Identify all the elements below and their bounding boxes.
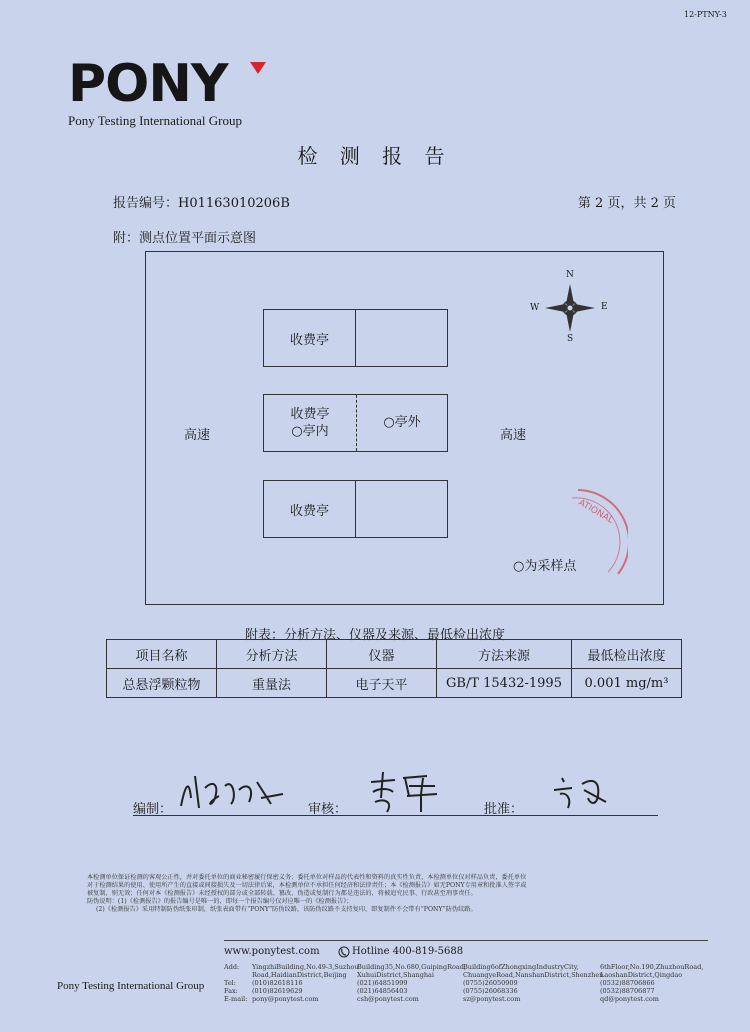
form-code: 12-PTNY-3 [684, 10, 727, 19]
footer-hotline: Hotline 400-819-5688 [352, 946, 464, 957]
label-tel: Tel: [224, 979, 236, 987]
address-line: XuhuiDistrict,Shanghai [357, 971, 435, 979]
email-line: sz@ponytest.com [463, 995, 521, 1003]
footer-divider [224, 940, 708, 941]
approver-signature [548, 768, 618, 814]
address-line: Building6ofZhongxingIndustryCity, [463, 963, 579, 971]
header-instrument: 仪器 [327, 640, 437, 669]
tel-line: (0755)26050909 [463, 979, 518, 987]
email-line: qd@ponytest.com [600, 995, 659, 1003]
fax-line: (0532)88706877 [600, 987, 655, 995]
sampling-point-inside: ○亭内 [291, 424, 329, 439]
header-detection-limit: 最低检出浓度 [572, 640, 682, 669]
phone-icon [338, 946, 350, 958]
label-fax: Fax: [224, 987, 238, 995]
disclaimer-line: 本检测单位保证检测的客观公正性，并对委托单位的商业秘密履行保密义务；委托单位对样品的代表性和资料的真实性负责，本检测单位仅对样品负责，委托单位 [87, 874, 527, 881]
beijing-office [252, 963, 359, 1003]
page-number: 第 2 页，共 2 页 [577, 196, 676, 211]
company-seal [568, 484, 628, 584]
annex-title: 附：测点位置平面示意图 [113, 231, 257, 246]
table-caption: 附表：分析方法、仪器及来源、最低检出浓度 [244, 628, 505, 643]
address-line: Building35,No.680,GuipingRoad, [357, 963, 467, 971]
compass-south: S [567, 334, 574, 344]
fax-line: (021)64856403 [357, 987, 408, 995]
tel-line: (021)64851999 [357, 979, 408, 987]
cell-method: 重量法 [217, 669, 327, 698]
email-line: csh@ponytest.com [357, 995, 419, 1003]
disclaimer-line: 被复制，则无效；任何对本《检测报告》未经授权的部分或全部转载、篡改、伪造或复制行为都是违法的，将被追究民事、行政甚至刑事责任。 [87, 890, 477, 897]
address-line: 6thFloor,No.190,ZhuzhouRoad, [600, 963, 704, 971]
highway-left-label: 高速 [184, 428, 211, 443]
toll-booth-label: 收费亭 [290, 407, 330, 422]
report-title: 检 测 报 告 [297, 144, 453, 168]
signature-row [133, 768, 658, 818]
report-number: 报告编号：H01163010206B [113, 196, 290, 211]
analysis-table [106, 639, 682, 698]
anti-counterfeit-note: 防伪说明：(1)《检测报告》的报告编号是唯一的，即每一个报告编号仅对应唯一的《检测报告》； [87, 898, 353, 905]
toll-booth-inside [264, 395, 356, 451]
logo-company-name: Pony Testing International Group [68, 113, 242, 128]
address-line: Road,HaidianDistrict,Beijing [252, 971, 347, 979]
footer-website: www.ponytest.com [224, 946, 320, 957]
sampling-point-outside: ○亭外 [383, 415, 421, 430]
cell-detection-limit: 0.001 mg/m³ [572, 669, 682, 698]
header-source: 方法来源 [437, 640, 572, 669]
compass-north: N [566, 270, 574, 280]
disclaimer-line: 对于检测结果的使用、使用所产生的直接或间接损失及一切法律后果，本检测单位不承担任何经济和法律责任；本《检测报告》如无PONY专用章和批准人签字或 [87, 882, 527, 889]
address-line: YingzhiBuilding,No.49-3,Suzhou [252, 963, 359, 971]
shanghai-office [357, 963, 466, 1003]
header-item: 项目名称 [107, 640, 217, 669]
cell-instrument: 电子天平 [327, 669, 437, 698]
email-line: pony@ponytest.com [252, 995, 319, 1003]
logo-mark: PONY [68, 54, 228, 114]
reviewer-signature [365, 768, 445, 814]
toll-booth-bottom [263, 480, 448, 538]
tel-line: (0532)88706866 [600, 979, 655, 987]
compiled-by-label: 编制： [133, 802, 173, 817]
table-header-row [107, 640, 682, 669]
svg-text:ATIONAL: ATIONAL [576, 497, 615, 526]
cell-item: 总悬浮颗粒物 [107, 669, 217, 698]
compass-east: E [601, 302, 608, 312]
toll-booth-label: 收费亭 [264, 310, 356, 366]
header-method: 分析方法 [217, 640, 327, 669]
toll-booth-middle [263, 394, 448, 452]
signature-divider [133, 815, 658, 816]
address-line: ChuangyeRoad,NanshanDistrict,Shenzhen [463, 971, 604, 979]
shenzhen-office [463, 963, 603, 1003]
fax-line: (010)82619629 [252, 987, 303, 995]
compass-west: W [530, 303, 540, 313]
reviewed-by-label: 审核： [308, 802, 348, 817]
compiler-signature [175, 768, 295, 814]
cell-source: GB/T 15432-1995 [437, 669, 572, 698]
highway-right-label: 高速 [500, 428, 527, 443]
label-add: Add: [224, 963, 240, 971]
approved-by-label: 批准： [484, 802, 524, 817]
footer-company: Pony Testing International Group [57, 980, 205, 992]
address-line: LaoshanDistrict,Qingdao [600, 971, 683, 979]
footer-labels [224, 963, 247, 1003]
logo-triangle-icon [250, 62, 266, 78]
toll-booth-label: 收费亭 [264, 481, 356, 537]
disclaimer-text [87, 874, 697, 914]
fax-line: (0755)26068336 [463, 987, 518, 995]
tel-line: (010)82618116 [252, 979, 303, 987]
toll-booth-top [263, 309, 448, 367]
anti-counterfeit-note: (2)《检测报告》采用特制防伪纸张印制，纸张表面带有“PONY”防伪纹路，该防伪纹路不支持复印，即复制件不会带有“PONY”防伪纹路。 [96, 906, 477, 913]
pony-logo [68, 54, 228, 114]
label-email: E-mail: [224, 995, 248, 1003]
table-row [107, 669, 682, 698]
sampling-legend: ○为采样点 [513, 559, 577, 574]
compass-icon [527, 272, 613, 344]
qingdao-office [600, 963, 703, 1003]
